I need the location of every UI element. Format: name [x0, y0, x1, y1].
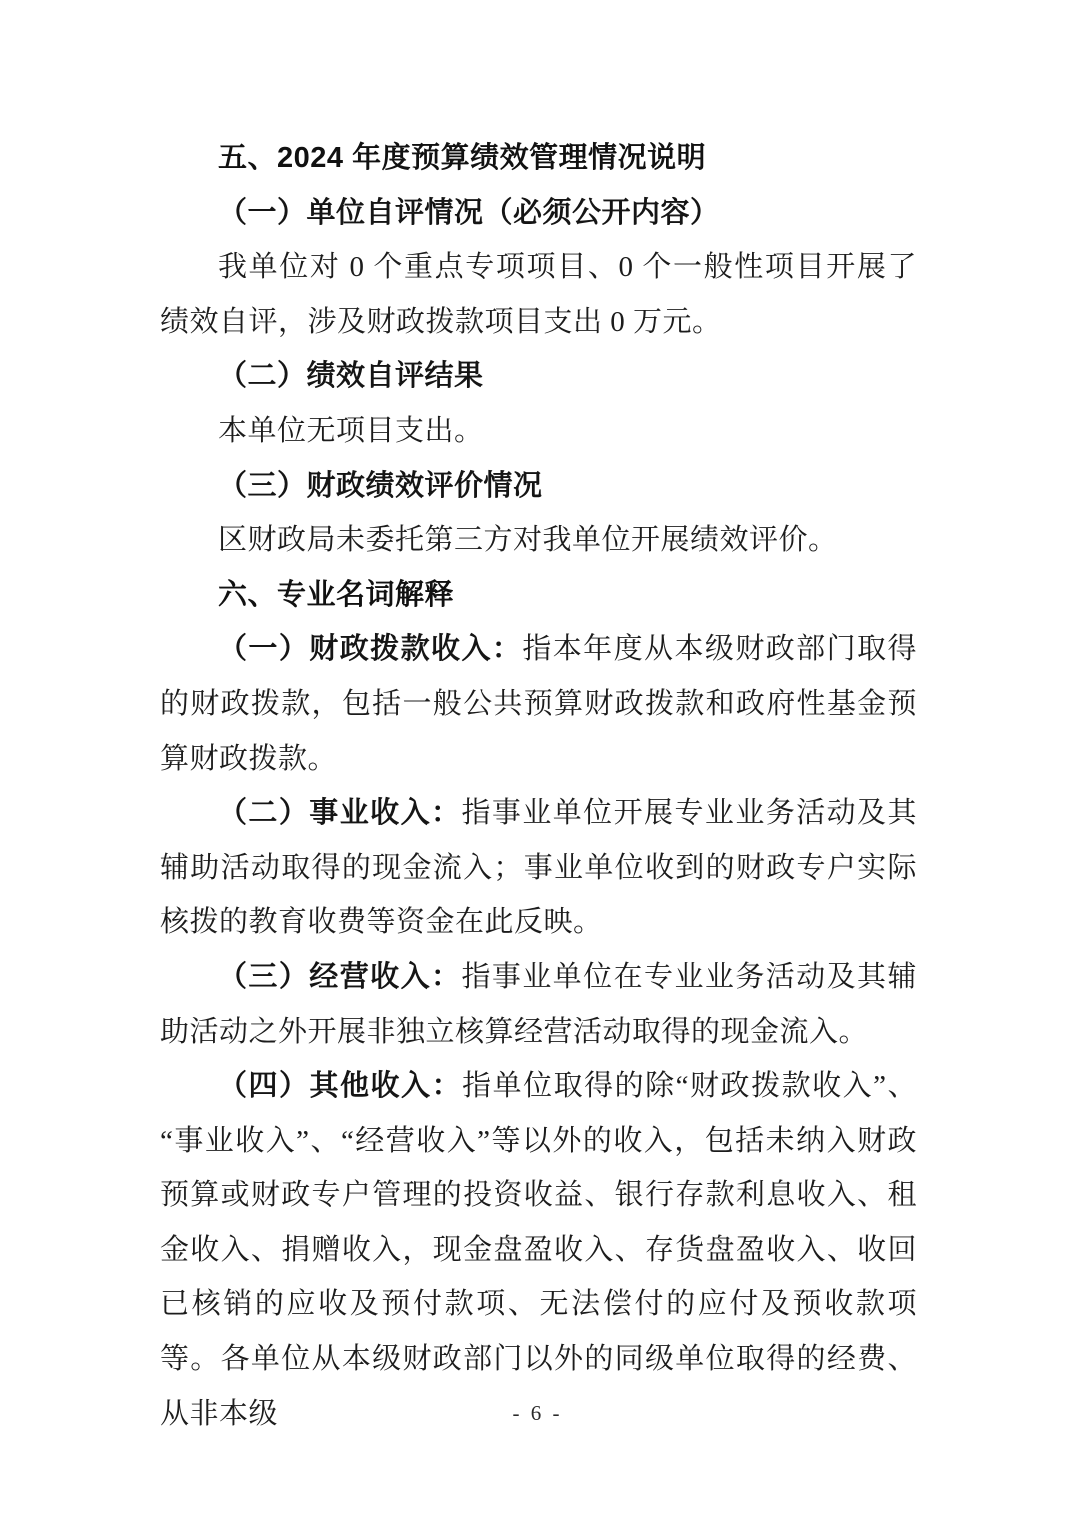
- term-text-other-income: 指单位取得的除“财政拨款收入”、“事业收入”、“经营收入”等以外的收入，包括未纳入财政预算或财政专户管理的投资收益、银行存款利息收入、租金收入、捐赠收入，现金盘盈收入、存货盘盈收入、收回已核销的应收及预付款项、无法偿付的应付及预收款项等。各单位从本级财政部门以外的同级单位取得的经费、从非本级: [160, 1070, 917, 1430]
- term-lead-business-income: （三）经营收入：: [218, 960, 462, 993]
- term-paragraph-operating-unit-income: [160, 786, 917, 950]
- term-paragraph-business-income: [160, 950, 917, 1059]
- term-paragraph-fiscal-appropriation-income: [160, 622, 917, 786]
- section-5-sub-3-heading: （三）财政绩效评价情况: [218, 469, 543, 502]
- section-5-sub-2-paragraph: 本单位无项目支出。: [218, 414, 484, 447]
- term-text-operating-unit-income: 指事业单位开展专业业务活动及其辅助活动取得的现金流入；事业单位收到的财政专户实际核拨的教育收费等资金在此反映。: [160, 797, 917, 939]
- term-lead-operating-unit-income: （二）事业收入：: [218, 797, 462, 830]
- section-5-sub-1-heading: （一）单位自评情况（必须公开内容）: [218, 196, 720, 229]
- section-6-heading: 六、专业名词解释: [218, 578, 455, 611]
- section-5-sub-3-paragraph: 区财政局未委托第三方对我单位开展绩效评价。: [218, 524, 838, 557]
- term-text-business-income: 指事业单位在专业业务活动及其辅助活动之外开展非独立核算经营活动取得的现金流入。: [160, 960, 917, 1048]
- term-paragraph-other-income: [160, 1059, 917, 1441]
- page-number: - 6 -: [512, 1401, 563, 1425]
- term-lead-fiscal-appropriation-income: （一）财政拨款收入：: [218, 633, 523, 666]
- section-5-sub-2-heading: （二）绩效自评结果: [218, 360, 484, 393]
- term-text-fiscal-appropriation-income: 指本年度从本级财政部门取得的财政拨款，包括一般公共预算财政拨款和政府性基金预算财政拨款。: [160, 633, 917, 775]
- document-body: [160, 131, 917, 1441]
- section-5-sub-1-paragraph: 我单位对 0 个重点专项项目、0 个一般性项目开展了绩效自评，涉及财政拨款项目支出 0 万元。: [160, 251, 917, 338]
- term-lead-other-income: （四）其他收入：: [218, 1070, 463, 1103]
- section-5-heading: 五、2024 年度预算绩效管理情况说明: [218, 142, 707, 174]
